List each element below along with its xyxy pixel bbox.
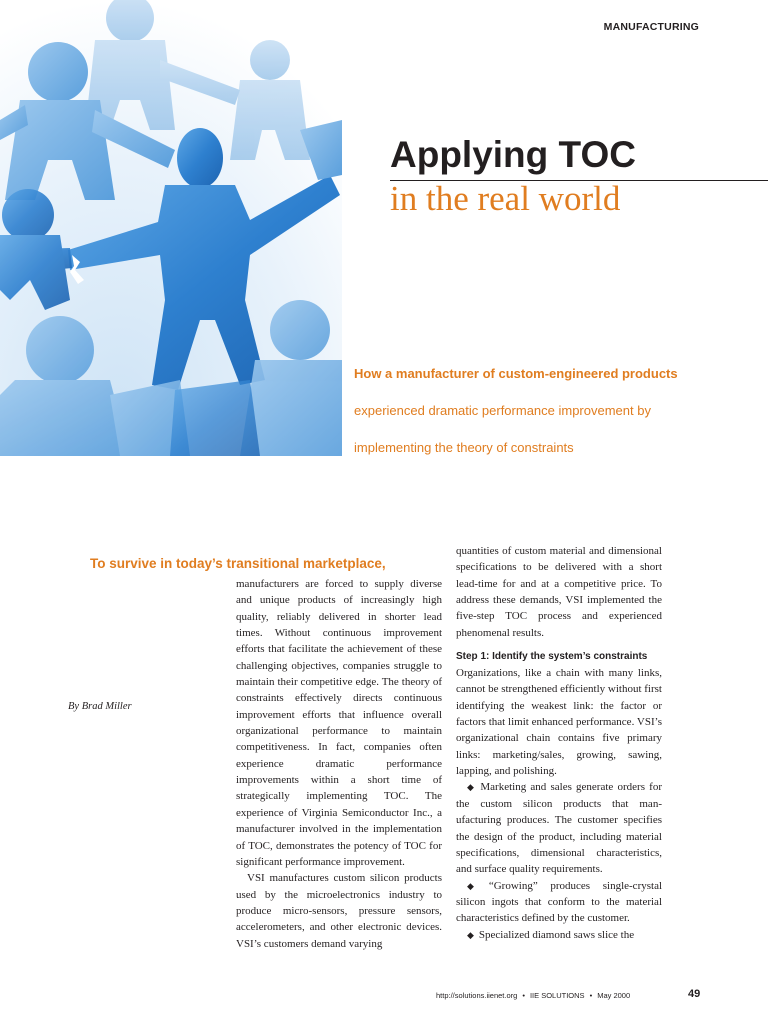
bullet-text: Specialized diamond saws slice the (478, 928, 635, 941)
byline: By Brad Miller (68, 701, 132, 712)
hero-photo (0, 0, 342, 456)
bullet-item (456, 779, 662, 877)
bullet-text: Marketing and sales generate orders for the custom silicon products that manufacturing produces. The customer specifies the design of the product, including material specifications, dimensional characteristics, and surface quality requirements. (456, 781, 663, 876)
footer-url: http://solutions.iienet.org (436, 991, 518, 1000)
paragraph: VSI manufactures custom silicon products used by the microelectronics industry to produce micro-sensors, pressure sensors, accelerometers, and other electronic devices. VSI’s customers demand varying (236, 872, 442, 950)
article-subtitle: in the real world (390, 179, 621, 218)
page-number: 49 (688, 988, 701, 1000)
footer-separator: • (589, 991, 593, 1000)
section-label: MANUFACTURING (603, 21, 699, 33)
paper-chain-people-illustration (0, 0, 342, 456)
diamond-bullet-icon: ◆ (467, 929, 474, 940)
bullet-item (456, 878, 662, 927)
paragraph: manufacturers are forced to supply diverse and unique products of increasingly high quality, reliably delivered in shorter lead times. Without continuous improvement efforts that facilitate the achievement of these challenging objectives, companies struggle to maintain their competitive edge. The theory of constraints effectively directs continuous improvement efforts that influence overall organizational performance to maintain competitiveness. In fact, companies often experience dramatic performance improvements within a short time of strategically implementing TOC. The experience of Virginia Semiconductor Inc., a manufacturer involved in the implementation of TOC, demonstrates the potency of TOC for significant performance improvement. (236, 578, 442, 868)
paragraph: quantities of custom material and dimensional specifications to be delivered with a short lead-time for and at a competitive price. To address these demands, VSI implemented the five-step TOC process and experienced phenomenal results. (456, 545, 662, 639)
article-title: Applying TOC (390, 134, 636, 175)
diamond-bullet-icon: ◆ (467, 782, 476, 793)
footer-separator: • (522, 991, 525, 1000)
deck-line-2: experienced dramatic performance improvement by (354, 403, 651, 418)
bullet-item (456, 927, 662, 943)
body-column-2 (456, 543, 662, 943)
lead-in: To survive in today’s transitional marketplace, (90, 556, 386, 571)
footer-date: May 2000 (597, 991, 631, 1000)
body-column-1 (236, 576, 442, 952)
paragraph: Organizations, like a chain with many links, cannot be strengthened efficiently without first identifying the weakest link: the factor or factors that limit enhanced performance. VSI’s organizational chain contains five primary links: marketing/sales, growing, sawing, lapping, and polishing. (456, 667, 662, 778)
deck-line-1: How a manufacturer of custom-engineered products (354, 366, 678, 381)
diamond-bullet-icon: ◆ (467, 880, 484, 891)
step-1-heading: Step 1: Identify the system’s constraints (456, 651, 648, 663)
bullet-text: “Growing” produces single-crystal silicon ingots that conform to the material characteristics defined by the customer. (456, 879, 663, 925)
deck-line-3: implementing the theory of constraints (354, 440, 574, 455)
footer-magazine: IIE SOLUTIONS (529, 991, 585, 1000)
page-footer (436, 991, 630, 1000)
